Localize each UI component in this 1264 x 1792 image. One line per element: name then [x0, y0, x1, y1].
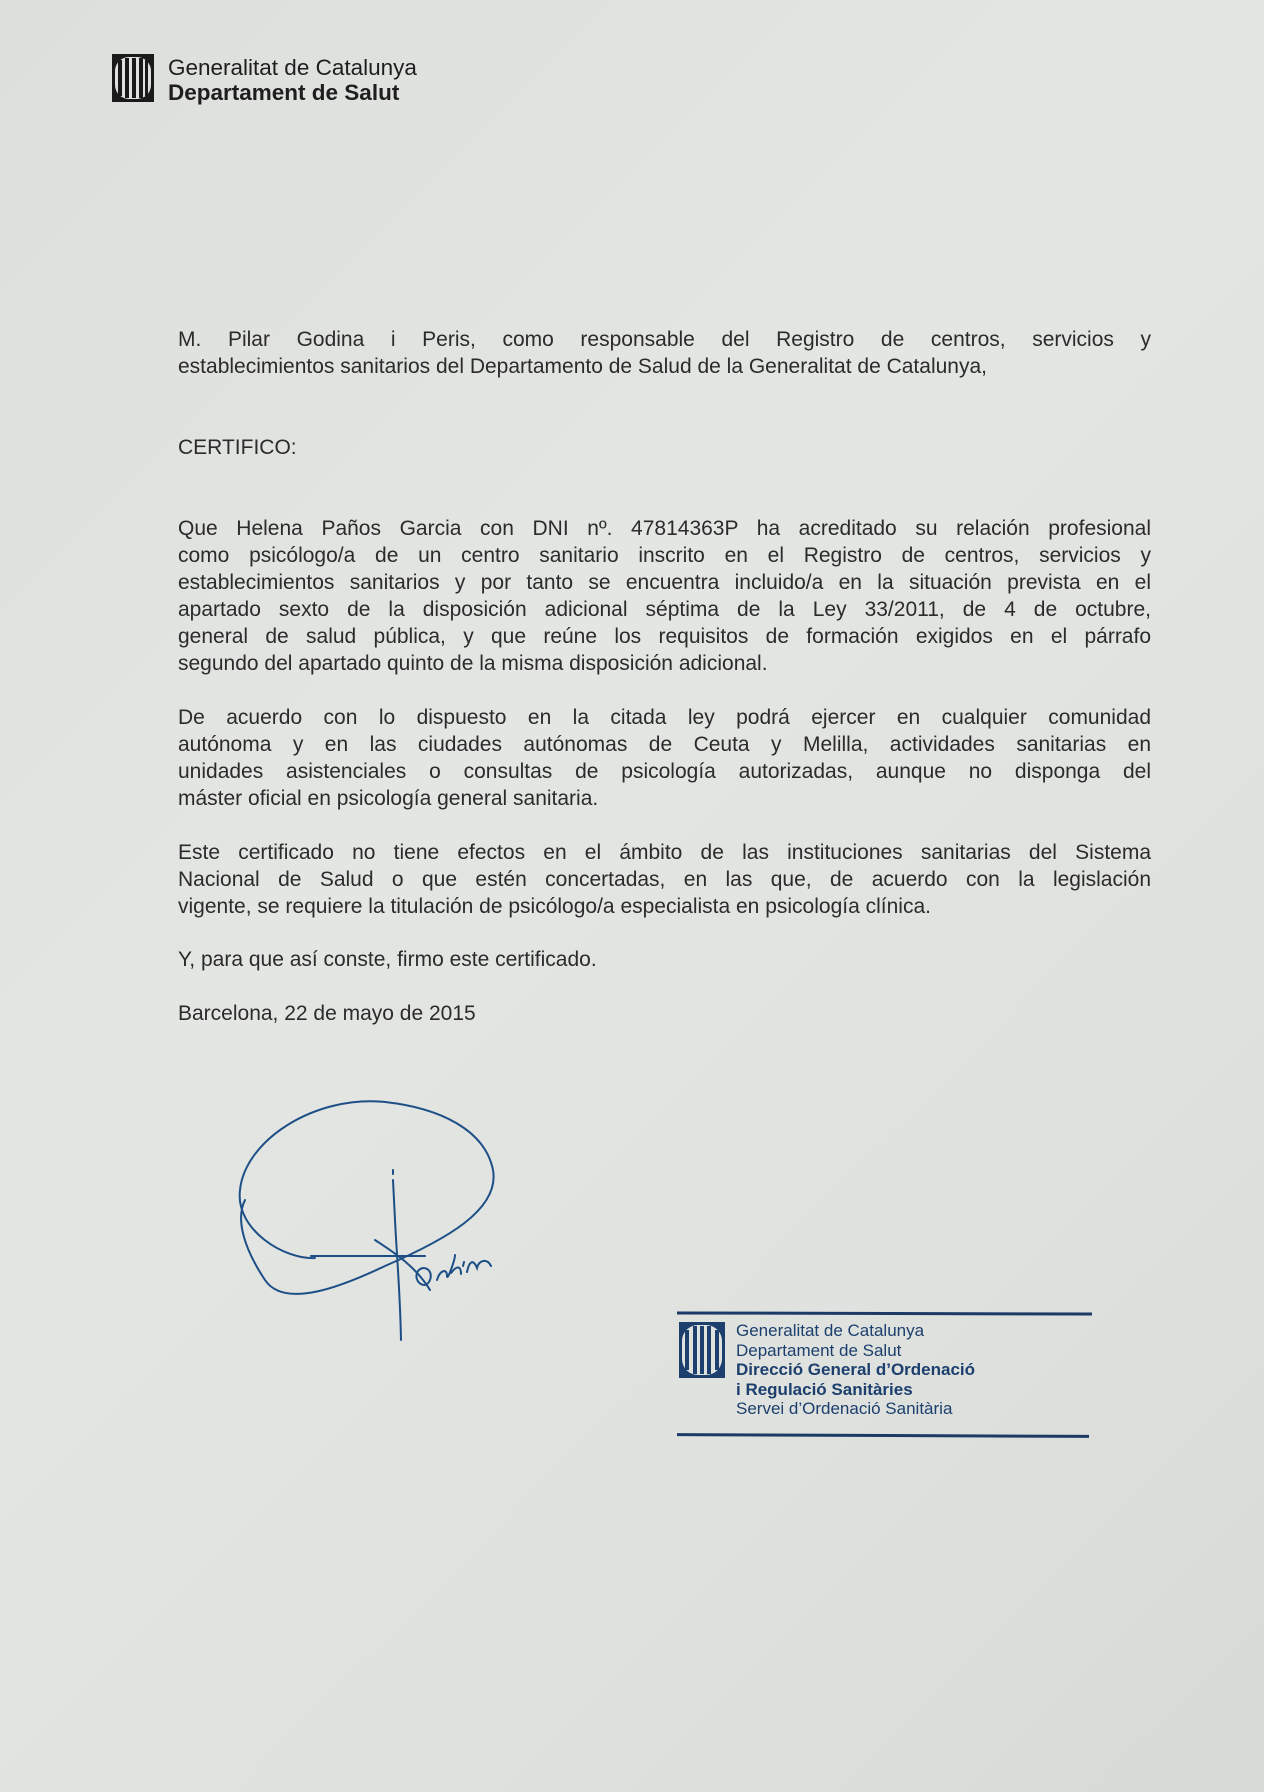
signature [225, 1090, 525, 1350]
stamp-department: Departament de Salut [736, 1340, 902, 1360]
letterhead-department: Departament de Salut [168, 80, 400, 105]
text-line: segundo del apartado quinto de la misma disposición adicional. [178, 652, 768, 675]
text-line: establecimientos sanitarios del Departamento de Salud de la Generalitat de Catalunya, [178, 355, 987, 378]
certification-paragraph [178, 515, 1151, 677]
letterhead [168, 55, 417, 105]
closing-statement: Y, para que así conste, firmo este certificado. [178, 948, 597, 971]
text-line: Nacional de Salud o que estén concertadas, en las que, de acuerdo con la legislación [178, 868, 1151, 891]
official-stamp [677, 1308, 1092, 1438]
text-line: como psicólogo/a de un centro sanitario inscrito en el Registro de centros, servicios y [178, 544, 1151, 567]
place-date: Barcelona, 22 de mayo de 2015 [178, 1002, 476, 1025]
text-line: vigente, se requiere la titulación de psicólogo/a especialista en psicología clínica. [178, 895, 931, 918]
generalitat-logo-icon [112, 54, 154, 102]
stamp-service: Servei d’Ordenació Sanitària [736, 1399, 953, 1418]
text-line: general de salud pública, y que reúne los requisitos de formación exigidos en el párrafo [178, 625, 1151, 648]
text-line: máster oficial en psicología general sanitaria. [178, 787, 599, 810]
text-line: Que Helena Paños Garcia con DNI nº. 47814363P ha acreditado su relación profesional [178, 517, 1151, 540]
stamp-rule-bottom [677, 1433, 1089, 1438]
text-line: Este certificado no tiene efectos en el ámbito de las instituciones sanitarias del Sistema [178, 841, 1151, 864]
text-line: unidades asistenciales o consultas de psicología autorizadas, aunque no disponga del [178, 760, 1151, 783]
stamp-directorate: Direcció General d’Ordenació [736, 1360, 976, 1379]
generalitat-logo-icon [679, 1322, 725, 1378]
text-line: autónoma y en las ciudades autónomas de Ceuta y Melilla, actividades sanitarias en [178, 733, 1151, 756]
text-line: M. Pilar Godina i Peris, como responsable del Registro de centros, servicios y [178, 328, 1151, 351]
certifico-heading: CERTIFICO: [178, 436, 297, 459]
letterhead-org: Generalitat de Catalunya [168, 55, 417, 80]
text-line: apartado sexto de la disposición adicional séptima de la Ley 33/2011, de 4 de octubre, [178, 598, 1151, 621]
scope-paragraph [178, 704, 1151, 812]
text-line: De acuerdo con lo dispuesto en la citada ley podrá ejercer en cualquier comunidad [178, 706, 1151, 729]
stamp-rule-top [677, 1311, 1092, 1315]
stamp-org: Generalitat de Catalunya [736, 1321, 925, 1340]
intro-paragraph [178, 326, 1151, 380]
stamp-directorate-cont: i Regulació Sanitàries [736, 1379, 913, 1399]
text-line: establecimientos sanitarios y por tanto se encuentra incluido/a en la situación prevista en el [178, 571, 1151, 594]
limitation-paragraph [178, 839, 1151, 920]
